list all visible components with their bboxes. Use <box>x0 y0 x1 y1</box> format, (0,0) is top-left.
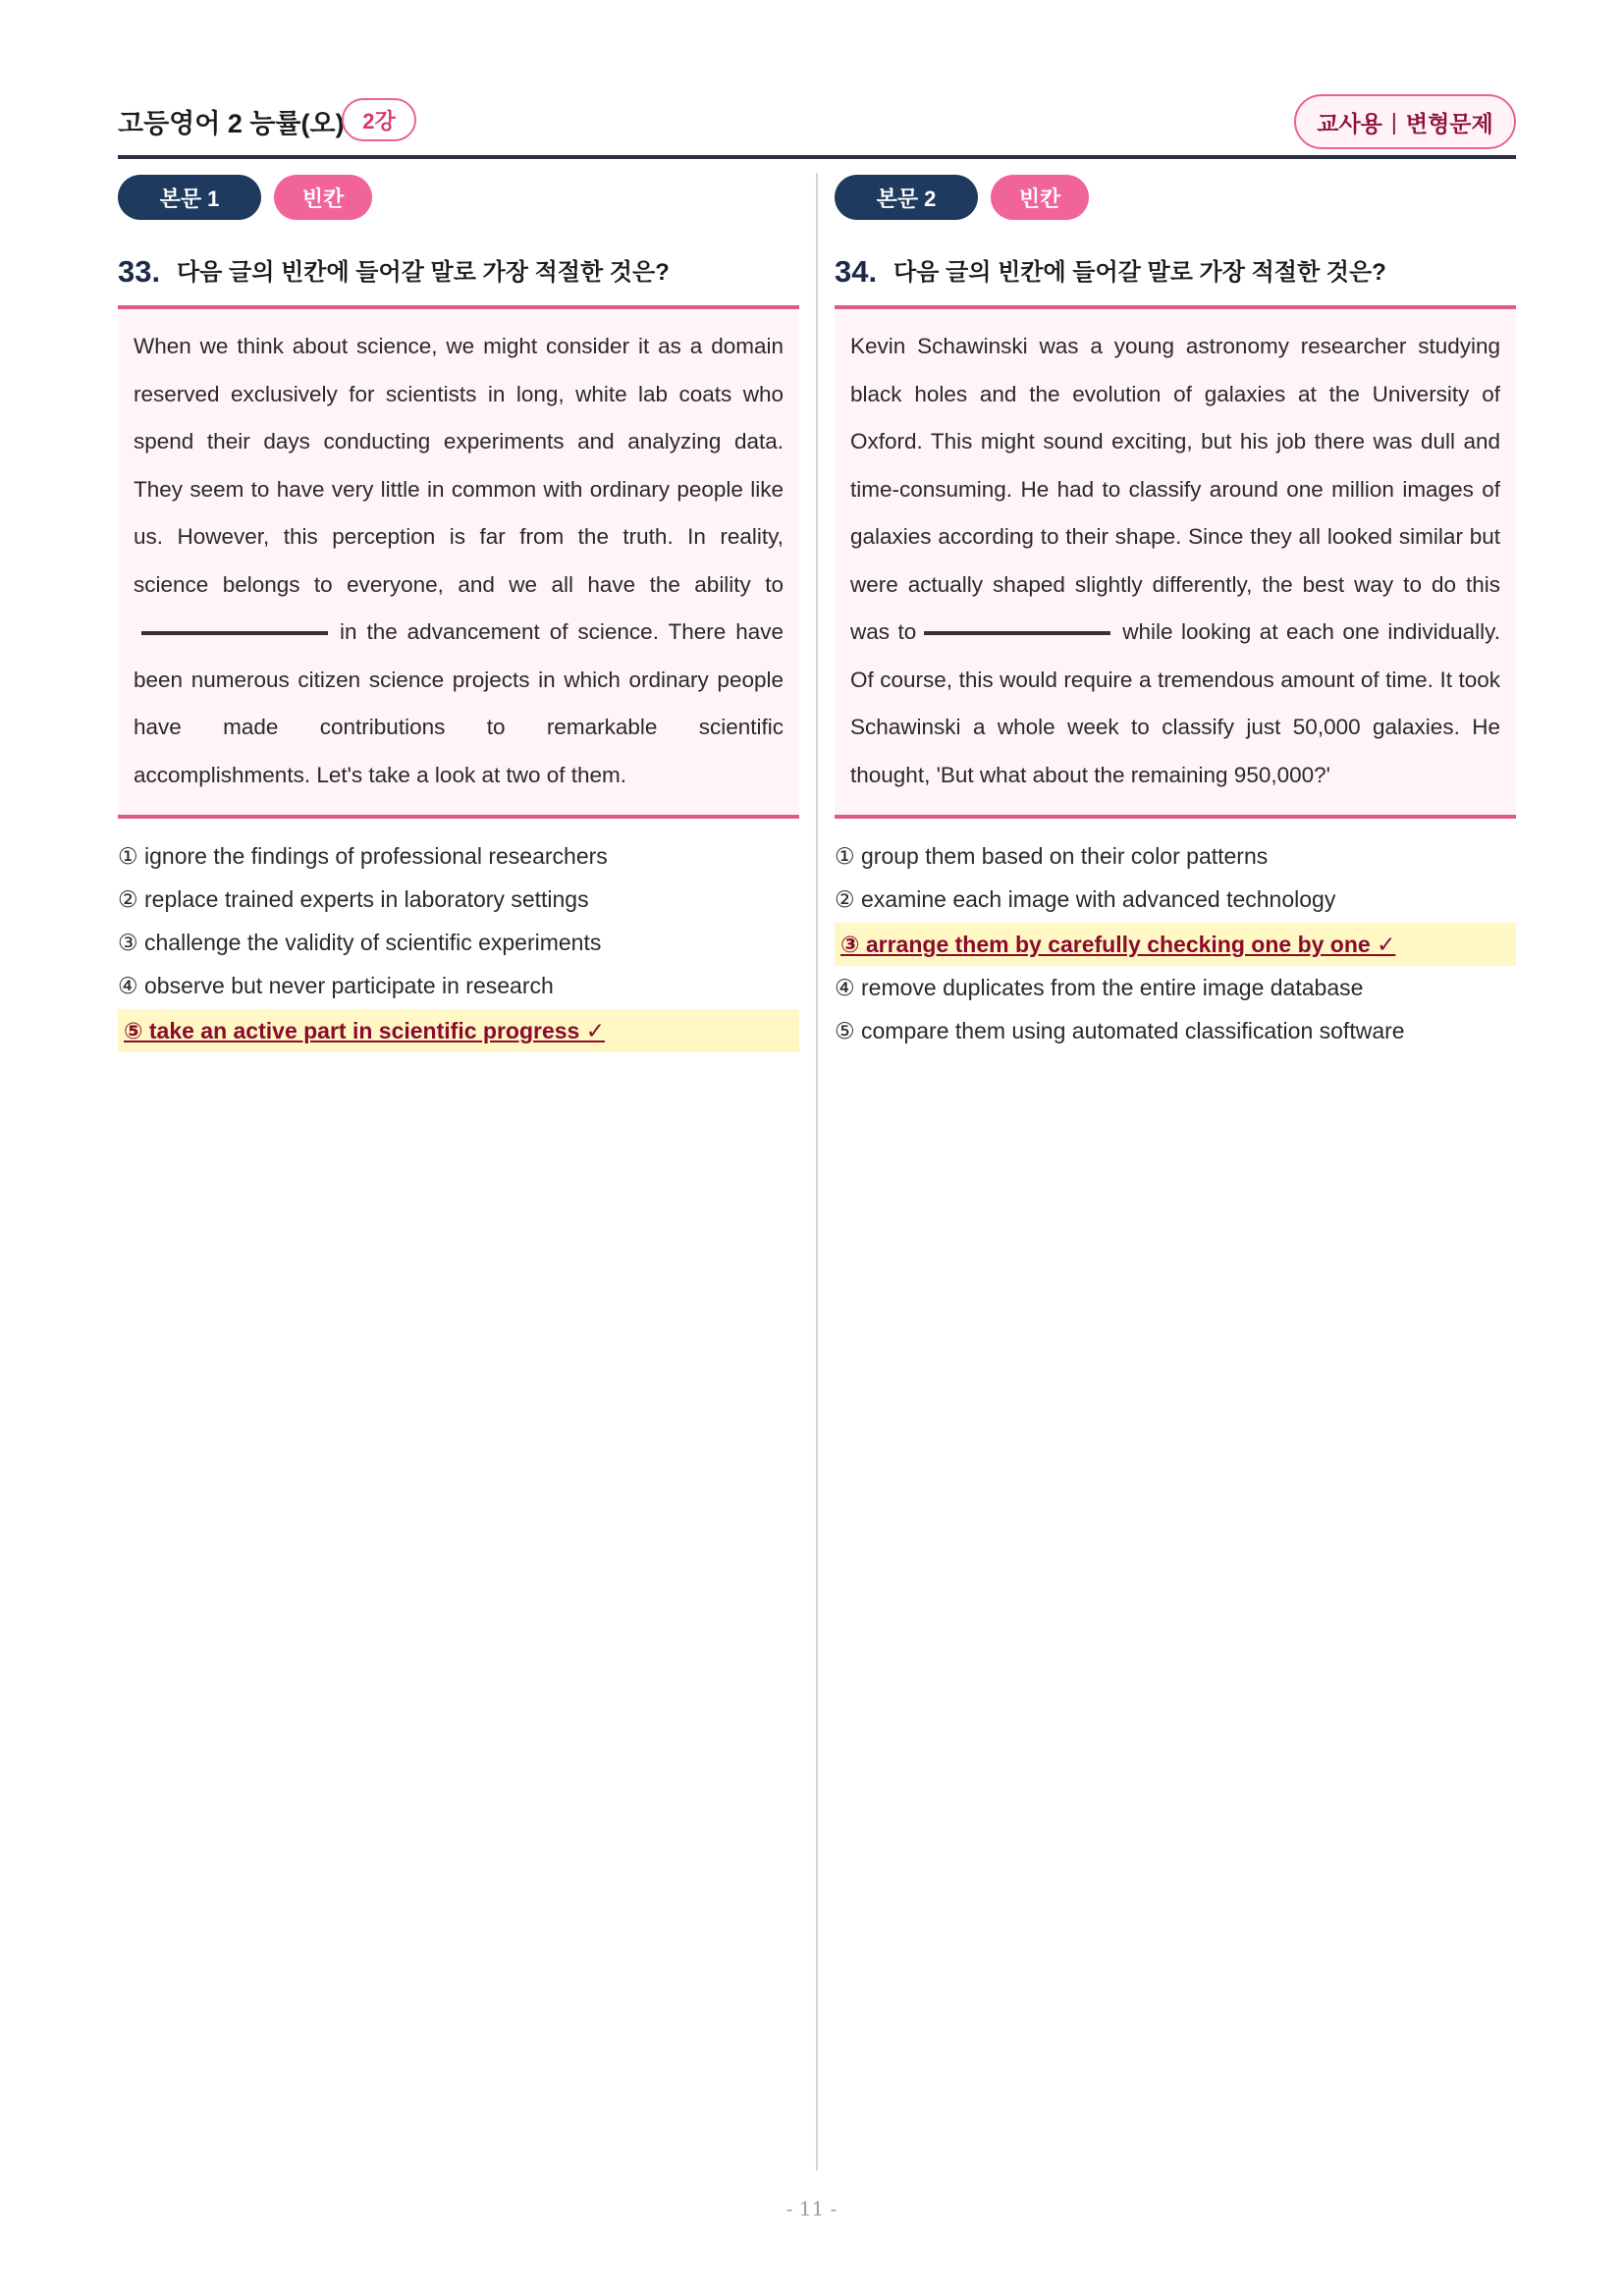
choice-list <box>835 834 1516 1052</box>
question-heading <box>118 253 799 293</box>
tag-row <box>118 175 799 222</box>
choice-2: ② examine each image with advanced technology <box>835 886 1336 912</box>
passage-text-after: in the advancement of science. There have been numerous citizen science projects in which ordinary people have made contributions to remarkable scientific accomplishments. Let's take a look at two of them. <box>134 619 784 787</box>
choice-2: ② replace trained experts in laboratory settings <box>118 886 589 912</box>
choice-list <box>118 834 799 1052</box>
column-divider <box>816 173 818 2170</box>
choice-4: ④ remove duplicates from the entire image database <box>835 975 1364 1000</box>
choice-3: ③ challenge the validity of scientific experiments <box>118 930 602 955</box>
question-34-column <box>835 175 1516 1052</box>
page-number: - 11 - <box>785 2197 838 2220</box>
question-number: 34. <box>835 254 878 289</box>
tag-row <box>835 175 1516 222</box>
passage-text-after: while looking at each one individually. Of course, this would require a tremendous amount of time. It took Schawinski a whole week to classify just 50,000 galaxies. He thought, 'But what about the remaining 950,000?' <box>850 619 1500 787</box>
passage-text-before: When we think about science, we might consider it as a domain reserved exclusively for scientists in long, white lab coats who spend their days conducting experiments and analyzing data. They seem to have very little in common with ordinary people like us. However, this perception is far from the truth. In reality, science belongs to everyone, and we all have the ability to <box>134 334 784 597</box>
lesson-badge: 2강 <box>342 98 416 141</box>
passage-box <box>118 309 799 815</box>
page-header <box>118 94 1516 159</box>
teacher-edition-badge <box>1294 94 1516 149</box>
book-title: 고등영어 2 능률(오) <box>118 109 345 138</box>
header-divider <box>118 155 1516 159</box>
question-prompt: 다음 글의 빈칸에 들어갈 말로 가장 적절한 것은? <box>893 259 1386 286</box>
question-heading <box>835 253 1516 293</box>
blank-line <box>141 631 328 635</box>
choice-1: ① ignore the findings of professional researchers <box>118 843 608 869</box>
passage-rule <box>835 815 1516 819</box>
passage-tag: 본문 1 <box>118 175 261 220</box>
question-prompt: 다음 글의 빈칸에 들어갈 말로 가장 적절한 것은? <box>177 259 670 286</box>
choice-5-answer: ⑤ take an active part in scientific progress ✓ <box>118 1009 799 1052</box>
choice-5: ⑤ compare them using automated classification software <box>835 1018 1405 1043</box>
choice-1: ① group them based on their color patterns <box>835 843 1269 869</box>
type-tag: 빈칸 <box>274 175 372 220</box>
question-33-column <box>118 175 799 1052</box>
variant-label: 변형문제 <box>1405 110 1493 136</box>
passage-tag: 본문 2 <box>835 175 978 220</box>
choice-4: ④ observe but never participate in research <box>118 973 554 998</box>
passage-rule <box>118 815 799 819</box>
badge-separator: | <box>1390 108 1397 134</box>
type-tag: 빈칸 <box>991 175 1089 220</box>
blank-line <box>924 631 1110 635</box>
teacher-label: 교사용 <box>1317 110 1382 136</box>
choice-3-answer: ③ arrange them by carefully checking one by one ✓ <box>835 923 1516 966</box>
passage-box <box>835 309 1516 815</box>
passage-text-before: Kevin Schawinski was a young astronomy researcher studying black holes and the evolution of galaxies at the University of Oxford. This might sound exciting, but his job there was dull and time-consuming. He had to classify around one million images of galaxies according to their shape. Since they all looked similar but were actually shaped slightly differently, the best way to do this was to <box>850 334 1500 644</box>
question-number: 33. <box>118 254 161 289</box>
